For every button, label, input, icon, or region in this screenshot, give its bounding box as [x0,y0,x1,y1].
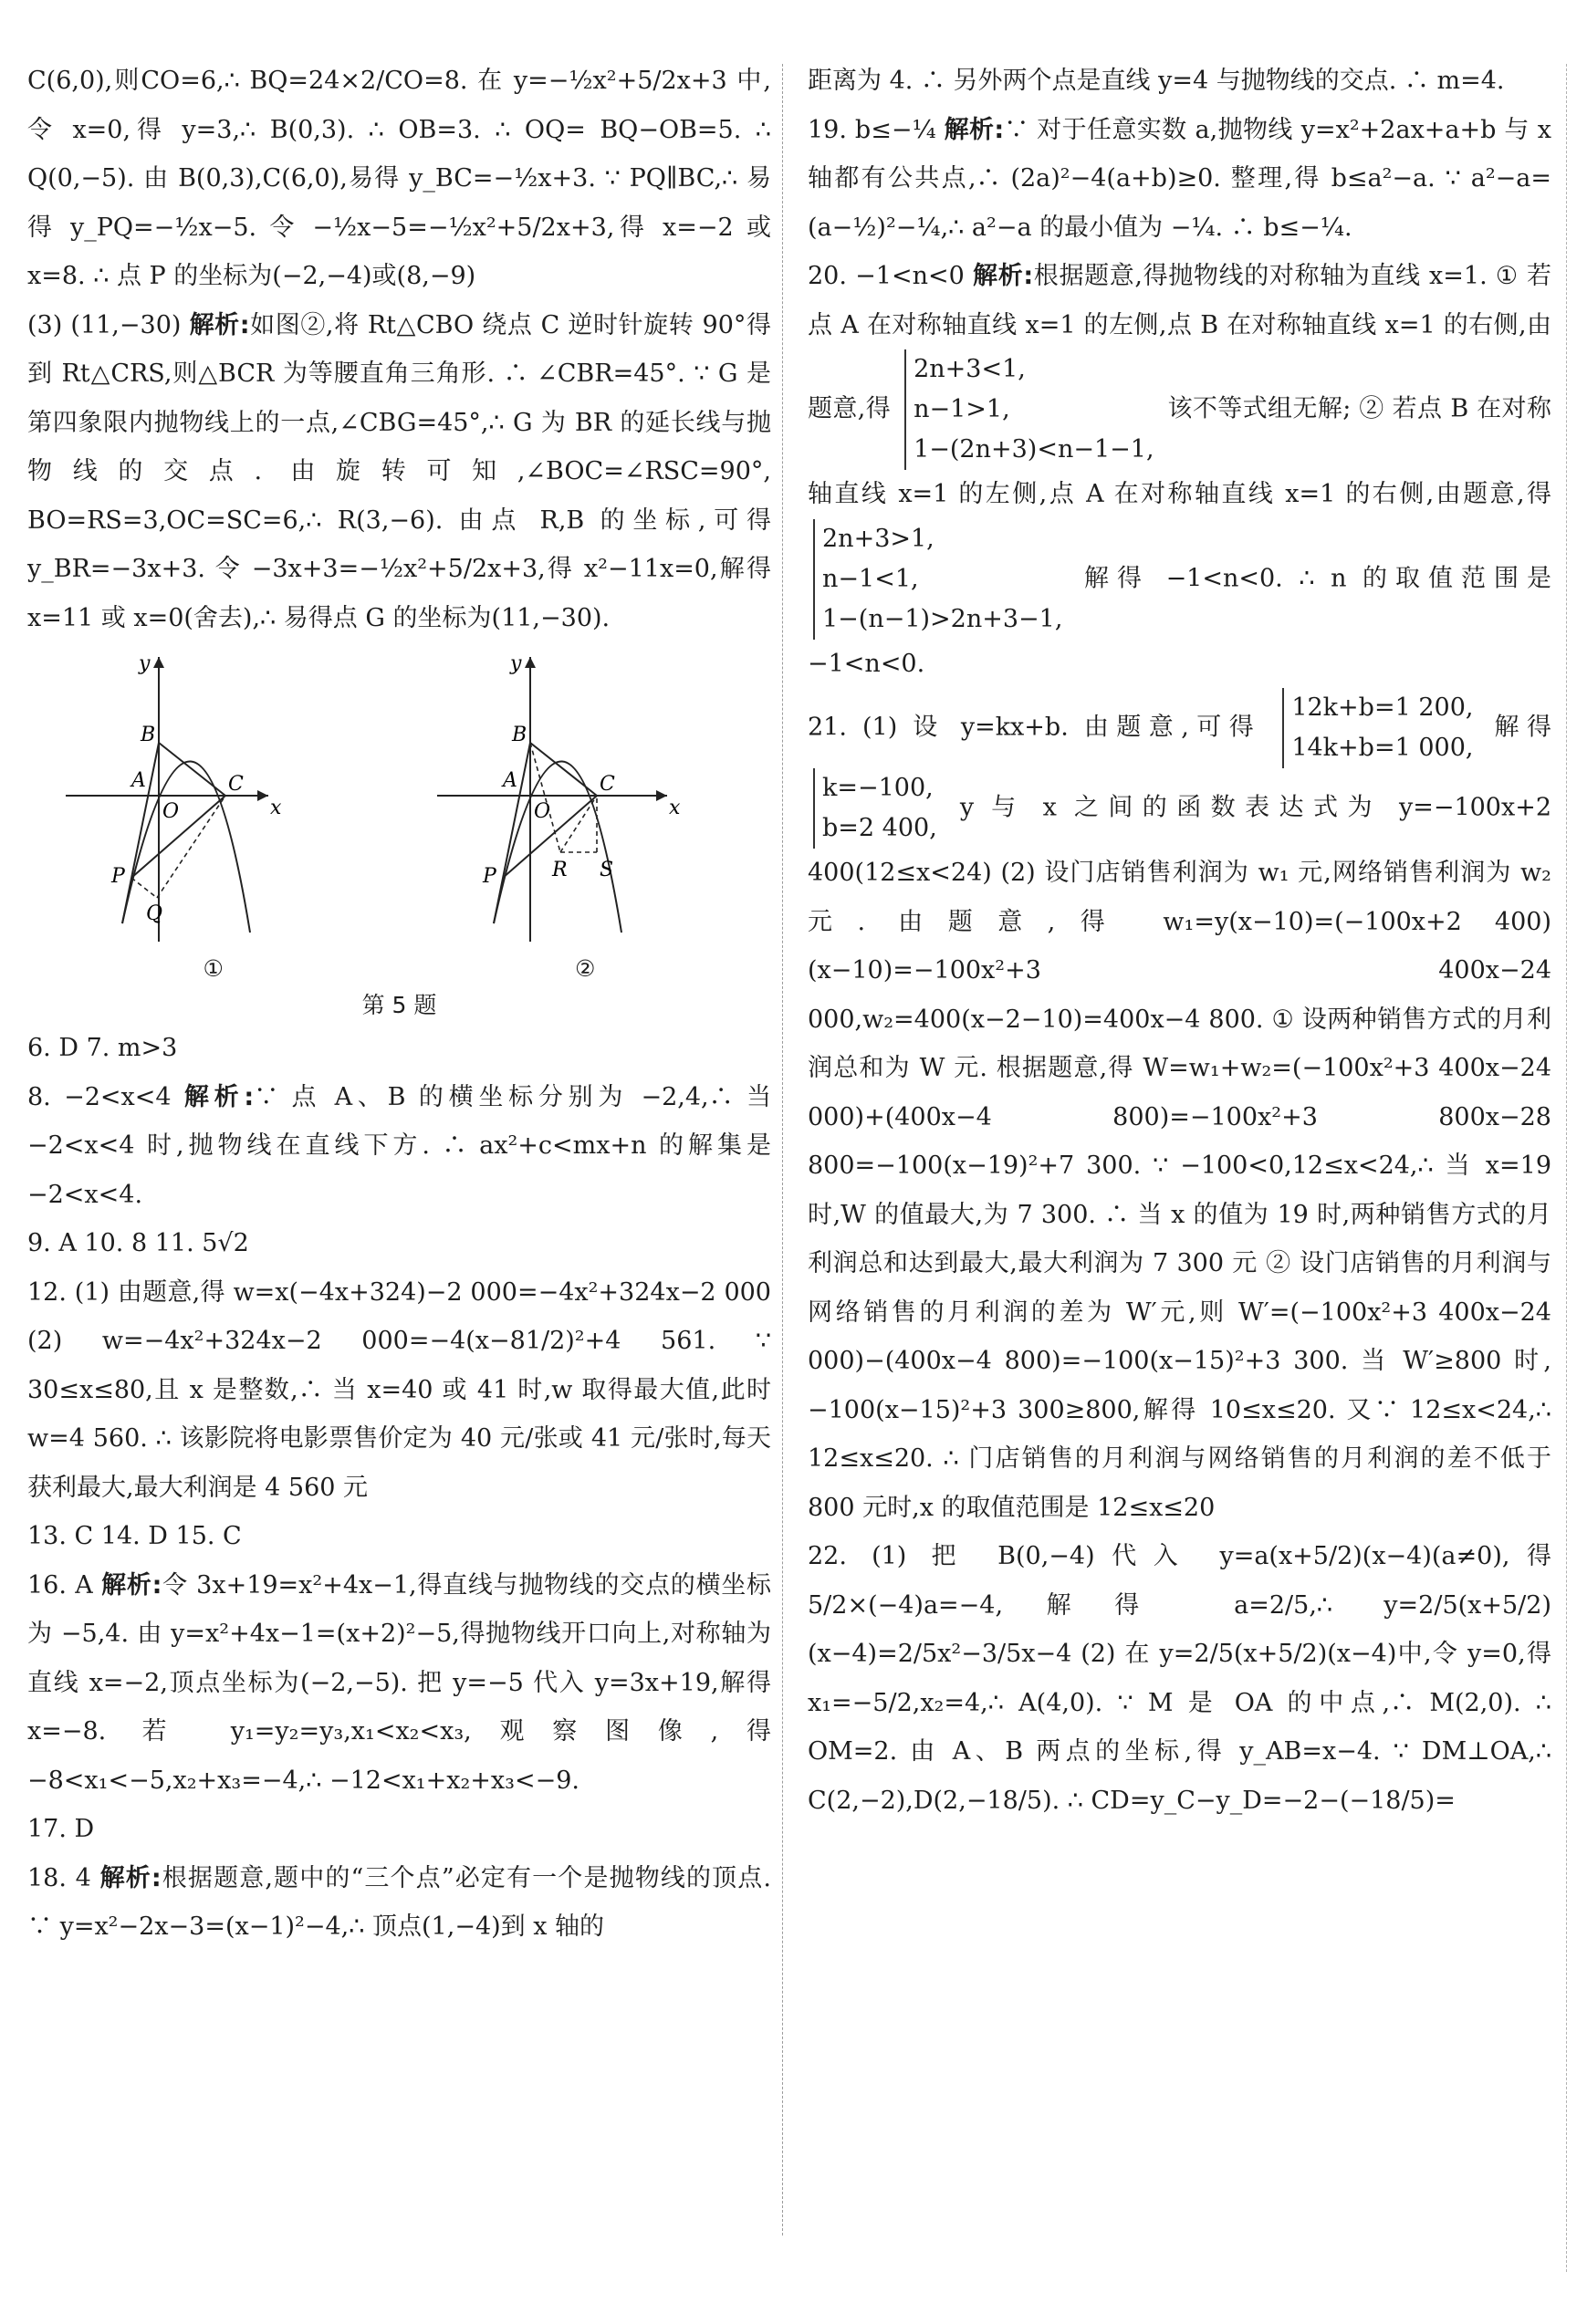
figure-2-label: ② [575,955,596,982]
analysis-label: 解析: [973,262,1034,290]
q21-solution [808,688,1551,1532]
q16-analysis: 令 3x+19=x²+4x−1,得直线与抛物线的交点的横坐标为 −5,4. 由 y=x²+4x−1=(x+2)²−5,得抛物线开口向上,对称轴为直线 x=−2,顶点坐标为(−2,−5). 把 y=−5 代入 y=3x+19,解得 x=−8. 若 y₁=y₂=y₃,x₁<x₂<x₃,观察图像,得 −8<x₁<−5,x₂+x₃=−4,∴ −12<x₁+x₂+x₃<−9. [27,1570,771,1795]
q5-part2-solution: C(6,0),则CO=6,∴ BQ=24×2/CO=8. 在 y=−½x²+5/2x+3 中,令 x=0,得 y=3,∴ B(0,3). ∴ OB=3. ∴ OQ= BQ−OB=5. ∴ Q(0,−5). 由 B(0,3),C(6,0),易得 y_BC=−½x+3. ∵ PQ∥BC,∴ 易得 y_PQ=−½x−5. 令 −½x−5=−½x²+5/2x+3,得 x=−2 或 x=8. ∴ 点 P 的坐标为(−2,−4)或(8,−9) [27,67,771,290]
page-edge-line [1566,64,1567,2272]
right-column [808,57,1551,1825]
q19-answer: 19. b≤−¼ [808,115,936,144]
label-C: C [600,773,616,796]
label-C: C [227,773,244,796]
column-divider [782,64,783,2235]
q8-solution [27,1073,771,1220]
analysis-label: 解析: [183,1082,255,1111]
label-P: P [483,865,497,888]
q13-q15-answers: 13. C 14. D 15. C [27,1522,242,1550]
q5-part3-solution [27,301,771,643]
figure-1-label: ① [203,955,224,982]
q20-conclusion: 解得 −1<n<0. ∴ n 的取值范围是 −1<n<0. [808,564,1551,678]
analysis-label: 解析: [99,1863,162,1892]
q21-solve-label: 解得 [1494,713,1551,742]
label-O: O [534,800,551,823]
q20-analysis-1: 根据题意,得抛物线的对称轴为直线 x=1. ① 若点 A 在对称轴直线 x=1 的左侧,点 B 在对称轴直线 x=1 的右侧,由题意,得 [808,262,1551,423]
q19-analysis: ∵ 对于任意实数 a,抛物线 y=x²+2ax+a+b 与 x 轴都有公共点,∴ (2a)²−4(a+b)≥0. 整理,得 b≤a²−a. ∵ a²−a=(a−½)²−¼,∴ a²−a 的最小值为 −¼. ∴ b≤−¼. [808,115,1551,242]
line-PQ-dashed [131,878,157,898]
q9-q11-answers: 9. A 10. 8 11. 5√2 [27,1229,249,1257]
label-A: A [131,769,146,792]
figure-2 [430,650,740,951]
q8-answer: 8. −2<x<4 [27,1082,172,1111]
equation-system-1: 12k+b=1 200, 14k+b=1 000, [1282,688,1473,768]
label-y: y [138,652,151,675]
figure-caption: 第 5 题 [361,992,437,1018]
label-O: O [162,800,179,823]
q16-answer: 16. A [27,1570,93,1600]
figure-1-graph [58,650,369,951]
q22-solution: 22. (1) 把 B(0,−4)代入 y=a(x+5/2)(x−4)(a≠0),得 5/2×(−4)a=−4,解得 a=2/5,∴ y=2/5(x+5/2)(x−4)=2/5x²−3/5x−4 (2) 在 y=2/5(x+5/2)(x−4)中,令 y=0,得 x₁=−5/2,x₂=4,∴ A(4,0). ∵ M 是 OA 的中点,∴ M(2,0). ∴ OM=2. 由 A、B 两点的坐标,得 y_AB=x−4. ∵ DM⊥OA,∴ C(2,−2),D(2,−18/5). ∴ CD=y_C−y_D=−2−(−18/5)= [808,1542,1551,1815]
analysis-label: 解析: [101,1570,162,1600]
label-y: y [510,652,522,675]
q21-setup: 21. (1) 设 y=kx+b. 由题意,可得 [808,713,1262,742]
q18-answer: 18. 4 [27,1863,91,1892]
label-B: B [140,724,155,746]
q17-answer: 17. D [27,1815,95,1843]
line-BC [530,743,597,796]
q21-body: y 与 x 之间的函数表达式为 y=−100x+2 400(12≤x<24) (2) 设门店销售利润为 w₁ 元,网络销售利润为 w₂ 元. 由题意,得 w₁=y(x−10)=(−100x+2 400)(x−10)=−100x²+3 400x−24 000,w₂=400(x−2−10)=400x−4 800. ① 设两种销售方式的月利润总和为 W 元. 根据题意,得 W=w₁+w₂=(−100x²+3 400x−24 000)+(400x−4 800)=−100x²+3 800x−28 800=−100(x−19)²+7 300. ∵ −100<0,12≤x<24,∴ 当 x=19 时,W 的值最大,为 7 300. ∴ 当 x 的值为 19 时,两种销售方式的月利润总和达到最大,最大利润为 7 300 元 ② 设门店销售的月利润与网络销售的月利润的差为 W′元,则 W′=(−100x²+3 400x−24 000)−(400x−4 800)=−100(x−15)²+3 300. 当 W′≥800 时,−100(x−15)²+3 300≥800,解得 10≤x≤20. 又∵ 12≤x<24,∴ 12≤x≤20. ∴ 门店销售的月利润与网络销售的月利润的差不低于 800 元时,x 的取值范围是 12≤x≤20 [808,793,1552,1522]
q5-part3-analysis: 如图②,将 Rt△CBO 绕点 C 逆时针旋转 90°得到 Rt△CRS,则△BCR 为等腰直角三角形. ∴ ∠CBR=45°. ∵ G 是第四象限内抛物线上的一点,∠CBG=45°,∴ G 为 BR 的延长线与抛物线的交点. 由旋转可知,∠BOC=∠RSC=90°, BO=RS=3,OC=SC=6,∴ R(3,−6). 由点 R,B 的坐标,可得 y_BR=−3x+3. 令 −3x+3=−½x²+5/2x+3,得 x²−11x=0,解得 x=11 或 x=0(舍去),∴ 易得点 G 的坐标为(11,−30). [27,310,771,632]
figure-1 [58,650,369,951]
inequality-system-2: 2n+3>1, n−1<1, 1−(n−1)>2n+3−1, [813,519,1062,640]
left-column [27,57,771,1952]
q5-part3-answer: (3) (11,−30) [27,310,182,339]
equation-system-2: k=−100, b=2 400, [813,768,937,849]
q20-answer: 20. −1<n<0 [808,262,965,290]
q20-analysis-2: ② 若点 B 在对称轴直线 x=1 的左侧,点 A 在对称轴直线 x=1 的右侧,由题意,得 [808,394,1551,508]
label-B: B [512,724,527,746]
q6-q7-answers: 6. D 7. m>3 [27,1034,178,1062]
line-BC [159,743,225,796]
q18-solution [27,1854,771,1952]
label-Q: Q [145,902,162,925]
analysis-label: 解析: [944,115,1005,144]
figure-2-graph [430,650,740,951]
q20-no-solution: 该不等式组无解; [1167,394,1352,423]
q12-solution: 12. (1) 由题意,得 w=x(−4x+324)−2 000=−4x²+324x−2 000 (2) w=−4x²+324x−2 000=−4(x−81/2)²+4 561. ∵ 30≤x≤80,且 x 是整数,∴ 当 x=40 或 41 时,w 取得最大值,此时 w=4 560. ∴ 该影院将电影票售价定为 40 元/张或 41 元/张时,每天获利最大,最大利润是 4 560 元 [27,1277,771,1502]
q8-analysis: ∵ 点 A、B 的横坐标分别为 −2,4,∴ 当 −2<x<4 时,抛物线在直线下方. ∴ ax²+c<mx+n 的解集是 −2<x<4. [27,1082,771,1209]
line-BR-dashed [530,743,560,852]
inequality-system-1: 2n+3<1, n−1>1, 1−(2n+3)<n−1−1, [904,349,1154,470]
analysis-label: 解析: [189,310,250,339]
label-P: P [110,865,125,888]
q18-continued: 距离为 4. ∴ 另外两个点是直线 y=4 与抛物线的交点. ∴ m=4. [808,67,1505,95]
q5-figures [27,650,771,951]
label-x: x [669,797,681,819]
label-x: x [269,797,282,819]
label-A: A [503,769,518,792]
label-S: S [600,859,614,881]
q19-solution [808,106,1551,253]
q16-solution [27,1561,771,1806]
label-R: R [552,859,568,881]
q20-solution [808,252,1551,688]
q18-analysis: 根据题意,题中的“三个点”必定有一个是抛物线的顶点. ∵ y=x²−2x−3=(x−1)²−4,∴ 顶点(1,−4)到 x 轴的 [27,1863,771,1941]
